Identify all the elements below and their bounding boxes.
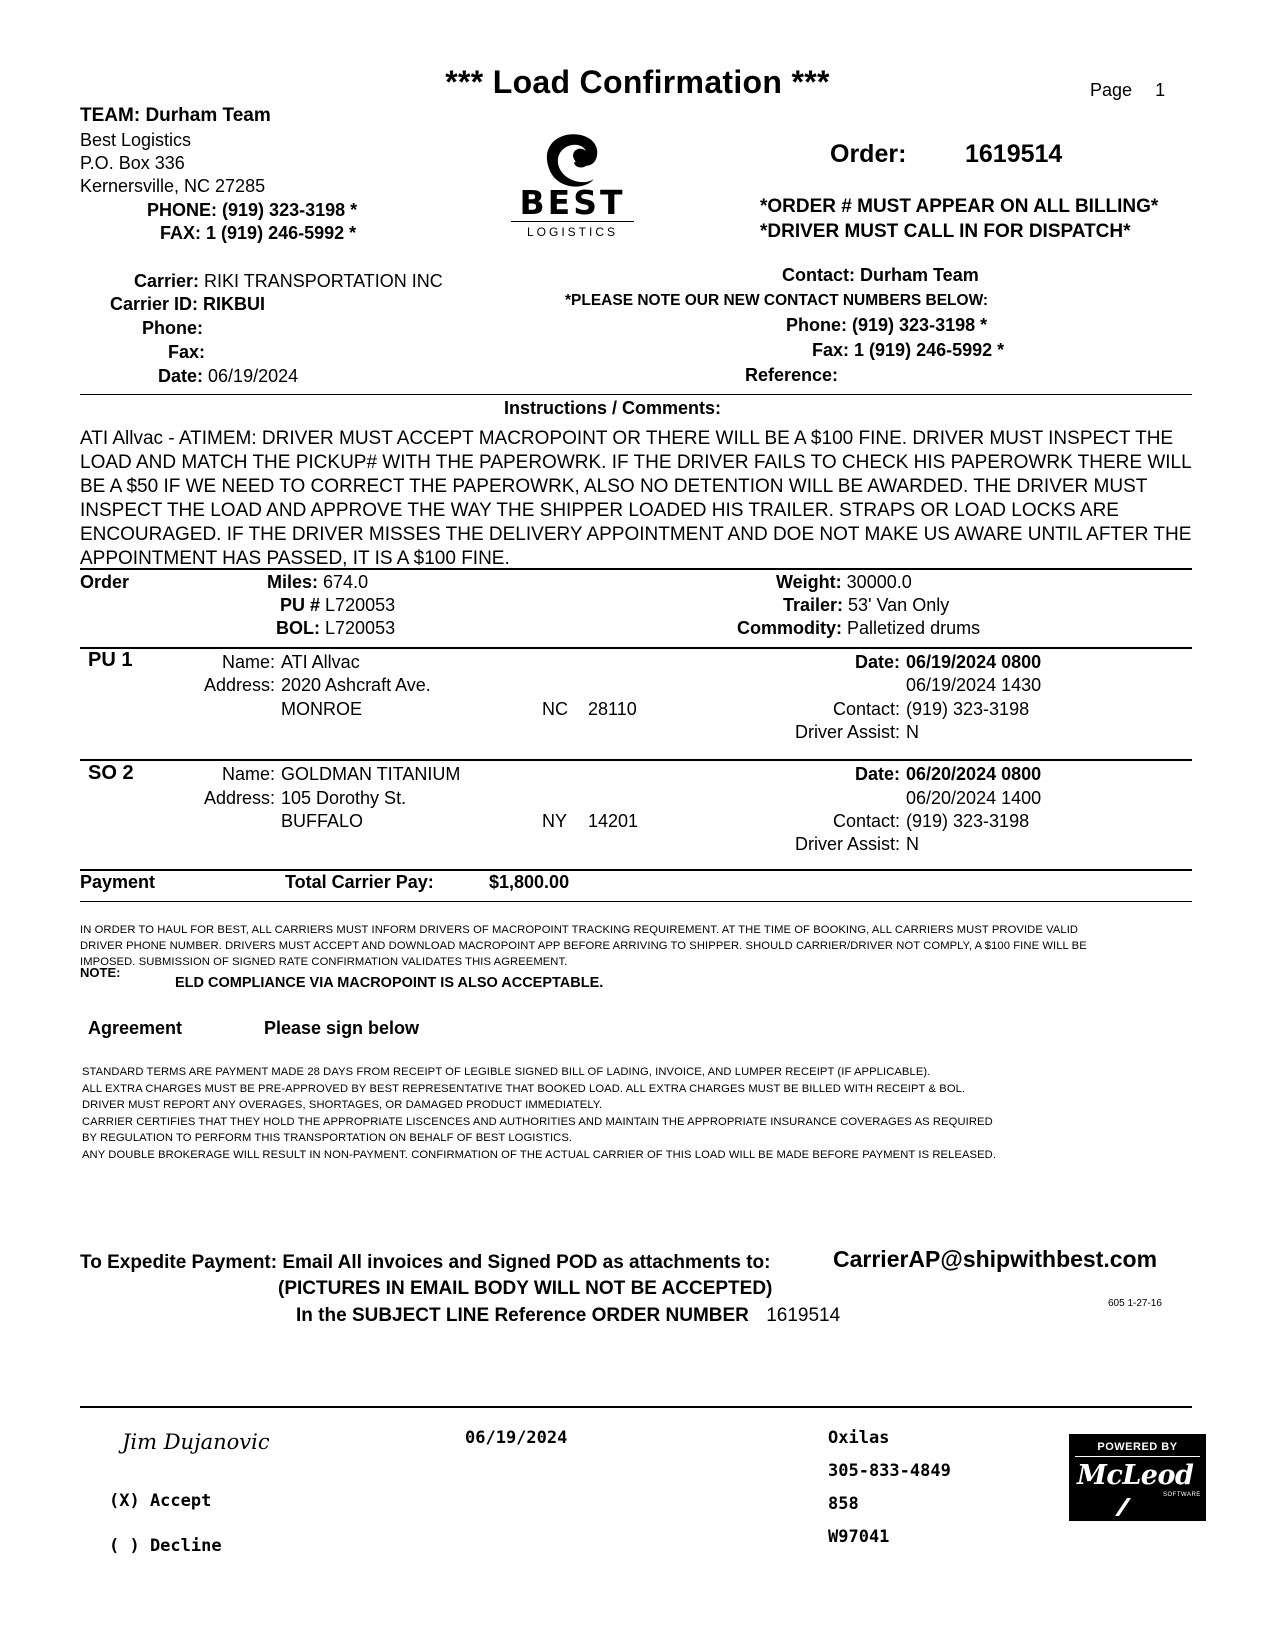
weight-label: Weight:: [776, 572, 842, 592]
bol-label: BOL:: [276, 618, 320, 638]
best-logo: [505, 130, 640, 245]
logo-rule: [511, 221, 634, 222]
carrier-id-line: [110, 294, 265, 315]
total-carrier-pay-label: Total Carrier Pay:: [285, 872, 434, 892]
company-address2: Kernersville, NC 27285: [80, 176, 266, 196]
carrier-date-line: [158, 366, 298, 387]
stop-assist-label: Driver Assist:: [794, 834, 900, 854]
team-label: TEAM:: [80, 105, 141, 126]
stop-contact-label: Contact:: [832, 811, 900, 831]
contact-line: [782, 265, 979, 286]
instructions-heading: Instructions / Comments:: [504, 398, 722, 418]
stop-address-label: Address:: [203, 675, 275, 695]
company-fax-label: FAX:: [160, 223, 202, 243]
stop-city: BUFFALO: [281, 811, 364, 831]
agreement-label: Agreement: [88, 1018, 183, 1038]
stop-address: 105 Dorothy St.: [281, 788, 407, 808]
stop-name: ATI Allvac: [281, 652, 360, 672]
expedite-order-number: 1619514: [766, 1305, 841, 1326]
contact-phone: (919) 323-3198 *: [852, 315, 988, 335]
note-label: NOTE:: [80, 965, 121, 980]
divider-stop-1: [80, 647, 1192, 649]
carrier-ap-email[interactable]: CarrierAP@shipwithbest.com: [833, 1246, 1158, 1272]
order-billing-notice: *ORDER # MUST APPEAR ON ALL BILLING*: [760, 196, 1159, 217]
logo-text: BEST: [519, 183, 626, 222]
company-fax: 1 (919) 246-5992 *: [206, 223, 357, 243]
stop-zip: 14201: [588, 811, 639, 831]
carrier-date-label: Date:: [158, 366, 204, 386]
stop-assist: N: [906, 834, 919, 854]
best-swirl-icon: [505, 130, 640, 190]
company-address1: P.O. Box 336: [80, 153, 185, 173]
mcleod-slash-icon: [1113, 1494, 1153, 1518]
pu-label: PU #: [280, 595, 321, 615]
mcleod-badge: [1069, 1434, 1206, 1521]
stop-contact-label: Contact:: [832, 699, 900, 719]
page-label: [1090, 80, 1165, 101]
agreement-terms: [82, 1064, 996, 1164]
stop-city: MONROE: [281, 699, 362, 719]
contact-fax-line: [812, 340, 1004, 361]
logo-subtext: LOGISTICS: [526, 225, 618, 239]
signature-name[interactable]: Jim Dujanovic: [122, 1430, 270, 1454]
page-number: 1: [1155, 80, 1166, 100]
agreement-prompt: Please sign below: [264, 1018, 420, 1038]
instructions-text: ATI Allvac - ATIMEM: DRIVER MUST ACCEPT MACROPOINT OR THERE WILL BE A $100 FINE. DRIVER MUST INSPECT THE LOAD AND MATCH THE PICKUP# WITH THE PAPEROWRK. IF THE DRIVER FAILS TO CHECK HIS PAPEROWRK THERE WILL BE A $50 IF WE NEED TO CORRECT THE PAPEROWRK, ALSO NO DETENTION WILL BE AWARDED. THE DRIVER MUST INSPECT THE LOAD AND APPROVE THE WAY THE SHIPPER LOADED HIS TRAILER. STRAPS OR LOAD LOCKS ARE ENCOURAGED. IF THE DRIVER MISSES THE DELIVERY APPOINTMENT AND DOE NOT MAKE US AWARE UNTIL AFTER THE APPOINTMENT HAS PASSED, IT IS A $100 FINE.: [80, 428, 1192, 569]
mcleod-brand: McLeod: [1077, 1460, 1194, 1491]
terms-line: BY REGULATION TO PERFORM THIS TRANSPORTATION ON BEHALF OF BEST LOGISTICS.: [82, 1132, 573, 1145]
team-name: Durham Team: [145, 105, 271, 126]
stop-date2: 06/19/2024 1430: [906, 675, 1042, 695]
stop-state: NY: [542, 811, 568, 831]
divider-signature: [80, 1406, 1192, 1408]
miles-line: [267, 572, 368, 593]
carrier-fax-label: Fax:: [168, 342, 206, 362]
carrier-id-label: Carrier ID:: [110, 294, 199, 314]
terms-line: STANDARD TERMS ARE PAYMENT MADE 28 DAYS FROM RECEIPT OF LEGIBLE SIGNED BILL OF LADING, INVOICE, AND LUMPER RECEIPT (IF APPLICABLE).: [82, 1066, 931, 1078]
contact-fax-label: Fax:: [812, 340, 850, 360]
carrier-label: Carrier:: [134, 271, 200, 291]
weight-line: [776, 572, 912, 593]
contact-phone-label: Phone:: [786, 315, 847, 335]
divider-instructions: [80, 394, 1192, 395]
stop-code: PU 1: [88, 649, 133, 671]
divider-order: [80, 568, 1192, 570]
stop-date1: 06/20/2024 0800: [906, 764, 1042, 784]
expedite-line1: To Expedite Payment: Email All invoices and Signed POD as attachments to:: [80, 1252, 771, 1273]
stop-date-label: Date:: [854, 652, 900, 672]
signature-date[interactable]: 06/19/2024: [465, 1428, 568, 1448]
signer-field-1[interactable]: Oxilas: [828, 1428, 890, 1448]
bol-line: [276, 618, 395, 639]
divider-stop-2: [80, 759, 1192, 761]
stop-date2: 06/20/2024 1400: [906, 788, 1042, 808]
carrier-id-value: RIKBUI: [203, 294, 266, 314]
expedite-subject-text: In the SUBJECT LINE Reference ORDER NUMBER: [296, 1305, 749, 1326]
contact-label: Contact:: [782, 265, 855, 285]
terms-line: CARRIER CERTIFIES THAT THEY HOLD THE APPROPRIATE LISCENCES AND AUTHORITIES AND MAINTAIN THE APPROPRIATE INSURANCE COVERAGES AS REQUIRED: [82, 1115, 993, 1128]
signer-field-3[interactable]: 858: [828, 1494, 859, 1514]
stop-name-label: Name:: [221, 764, 275, 784]
miles-value: 674.0: [323, 572, 369, 592]
company-phone-label: PHONE:: [147, 200, 218, 220]
contact-fax: 1 (919) 246-5992 *: [854, 340, 1005, 360]
commodity-line: [737, 618, 980, 639]
stop-state: NC: [542, 699, 568, 719]
form-code: 605 1-27-16: [1108, 1298, 1162, 1309]
company-phone: (919) 323-3198 *: [222, 200, 358, 220]
stop-contact: (919) 323-3198: [906, 811, 1030, 831]
trailer-line: [783, 595, 949, 616]
contact-note: *PLEASE NOTE OUR NEW CONTACT NUMBERS BELOW:: [565, 292, 989, 309]
stop-date-label: Date:: [854, 764, 900, 784]
terms-line: ANY DOUBLE BROKERAGE WILL RESULT IN NON-PAYMENT. CONFIRMATION OF THE ACTUAL CARRIER OF THIS LOAD WILL BE MADE BEFORE PAYMENT IS RELEASED.: [82, 1148, 997, 1161]
mcleod-powered-by: POWERED BY: [1097, 1441, 1178, 1453]
reference-label: Reference:: [745, 365, 839, 385]
eld-compliance-note: ELD COMPLIANCE VIA MACROPOINT IS ALSO ACCEPTABLE.: [175, 975, 604, 991]
order-section-label: Order: [80, 572, 130, 592]
signer-field-4[interactable]: W97041: [828, 1527, 890, 1547]
terms-line: DRIVER MUST REPORT ANY OVERAGES, SHORTAGES, OR DAMAGED PRODUCT IMMEDIATELY.: [82, 1099, 603, 1112]
divider-note: [80, 901, 1192, 902]
commodity-label: Commodity:: [737, 618, 842, 638]
signer-field-2[interactable]: 305-833-4849: [828, 1461, 951, 1481]
payment-label: Payment: [80, 872, 156, 892]
order-dispatch-notice: *DRIVER MUST CALL IN FOR DISPATCH*: [760, 221, 1131, 242]
contact-name: Durham Team: [860, 265, 979, 285]
stop-contact: (919) 323-3198: [906, 699, 1030, 719]
weight-value: 30000.0: [846, 572, 912, 592]
stop-date1: 06/19/2024 0800: [906, 652, 1042, 672]
stop-assist: N: [906, 722, 919, 742]
trailer-label: Trailer:: [783, 595, 844, 615]
pu-value: L720053: [325, 595, 396, 615]
stop-address: 2020 Ashcraft Ave.: [281, 675, 431, 695]
commodity-value: Palletized drums: [847, 618, 981, 638]
stop-code: SO 2: [88, 762, 134, 784]
company-name: Best Logistics: [80, 130, 192, 150]
stop-name-label: Name:: [221, 652, 275, 672]
company-fax-line: [160, 223, 356, 244]
mcleod-software: SOFTWARE: [1163, 1492, 1201, 1498]
divider-payment: [80, 869, 1192, 871]
trailer-value: 53' Van Only: [848, 595, 950, 615]
expedite-line3: [296, 1305, 840, 1327]
bol-value: L720053: [325, 618, 396, 638]
contact-phone-line: [786, 315, 987, 336]
carrier-line: [134, 271, 443, 292]
pu-line: [280, 595, 395, 616]
macropoint-note: IN ORDER TO HAUL FOR BEST, ALL CARRIERS MUST INFORM DRIVERS OF MACROPOINT TRACKING REQUIREMENT. AT THE TIME OF BOOKING, ALL CARRIERS MUST PROVIDE VALID DRIVER PHONE NUMBER. DRIVERS MUST ACCEPT AND DOWNLOAD MACROPOINT APP BEFORE ARRIVING TO SHIPPER. SHOULD CARRIER/DRIVER NOT COMPLY, A $100 FINE WILL BE IMPOSED. SUBMISSION OF SIGNED RATE CONFIRMATION VALIDATES THIS AGREEMENT.: [80, 924, 1087, 968]
carrier-value: RIKI TRANSPORTATION INC: [204, 271, 443, 291]
total-carrier-pay: $1,800.00: [489, 872, 570, 892]
company-phone-line: [147, 200, 357, 221]
stop-address-label: Address:: [203, 788, 275, 808]
terms-line: ALL EXTRA CHARGES MUST BE PRE-APPROVED BY BEST REPRESENTATIVE THAT BOOKED LOAD. ALL EXTRA CHARGES MUST BE BILLED WITH RECEIPT & BOL.: [82, 1082, 966, 1095]
stop-assist-label: Driver Assist:: [794, 722, 900, 742]
miles-label: Miles:: [267, 572, 319, 592]
accept-option[interactable]: (X) Accept: [109, 1491, 212, 1511]
carrier-date-value: 06/19/2024: [208, 366, 299, 386]
page-title: *** Load Confirmation ***: [445, 64, 830, 100]
stop-name: GOLDMAN TITANIUM: [281, 764, 461, 784]
decline-option[interactable]: ( ) Decline: [109, 1536, 222, 1556]
team-line: [80, 105, 271, 127]
carrier-phone-label: Phone:: [142, 318, 203, 338]
expedite-line2: (PICTURES IN EMAIL BODY WILL NOT BE ACCEPTED): [278, 1278, 773, 1299]
order-number: 1619514: [965, 140, 1063, 168]
order-label: Order:: [830, 140, 907, 168]
mcleod-rule: [1075, 1456, 1200, 1457]
stop-zip: 28110: [588, 699, 637, 719]
page-label-text: Page: [1090, 80, 1133, 100]
